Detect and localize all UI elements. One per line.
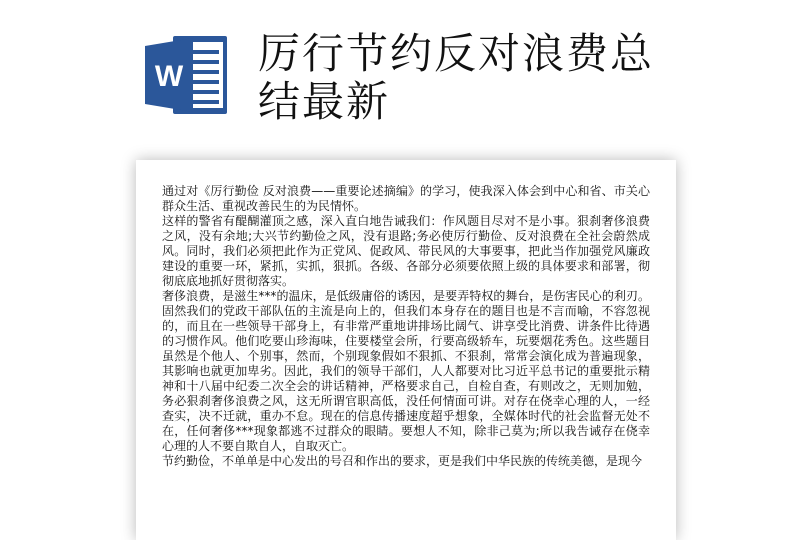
microsoft-word-icon xyxy=(143,32,231,118)
document-page xyxy=(136,160,676,540)
title-line-2: 结最新 xyxy=(258,77,391,126)
logo-letter: W xyxy=(154,60,184,93)
page-title xyxy=(258,30,698,126)
paragraph-2: 这样的警省有醍醐灌顶之感，深入直白地告诫我们：作风题目尽对不是小事。狠刹奢侈浪费之风，没有余地;大兴节约勤俭之风，没有退路;务必使厉行勤俭、反对浪费在全社会蔚然成风。同时，我们必须把此作为正党风、促政风、带民风的大事要事，把此当作加强党风廉政建设的重要一环，紧抓，实抓，狠抓。各级、各部分必须要依照上级的具体要求和部署，彻彻底底地抓好贯彻落实。 xyxy=(162,214,650,288)
paragraph-4: 节约勤俭，不单单是中心发出的号召和作出的要求，更是我们中华民族的传统美德，是现今 xyxy=(162,454,643,468)
paragraph-3: 奢侈浪费，是滋生***的温床，是低级庸俗的诱因，是要弄特权的舞台，是伤害民心的利刃。固然我们的党政干部队伍的主流是向上的，但我们本身存在的题目也是不言而喻，不容忽视的，而且在一些领导干部身上，有非常严重地讲排场比阔气、讲享受比消费、讲条件比待遇的习惯作风。他们吃要山珍海味，住要楼堂会所，行要高级轿车，玩要烟花秀色。这些题目虽然是个他人、个别事，然而，个别现象假如不狠抓、不狠刹，常常会演化成为普遍现象，其影响也就更加卑劣。因此，我们的领导干部们，人人都要对比习近平总书记的重要批示精神和十八届中纪委二次全会的讲话精神，严格要求自己，自检自查，有则改之，无则加勉，务必狠刹奢侈浪费之风，这无所谓官职高低，没任何情面可讲。对存在侥幸心理的人，一经查实，决不迁就，重办不怠。现在的信息传播速度超乎想象，全媒体时代的社会监督无处不在，任何奢侈***现象都逃不过群众的眼睛。要想人不知，除非己莫为;所以我告诫存在侥幸心理的人不要自欺自人，自取灭亡。 xyxy=(162,289,650,453)
title-line-1: 厉行节约反对浪费总 xyxy=(258,29,655,78)
paragraph-1: 通过对《厉行勤俭 反对浪费——重要论述摘编》的学习，使我深入体会到中心和省、市关心群众生活、重视改善民生的为民情怀。 xyxy=(162,184,650,213)
